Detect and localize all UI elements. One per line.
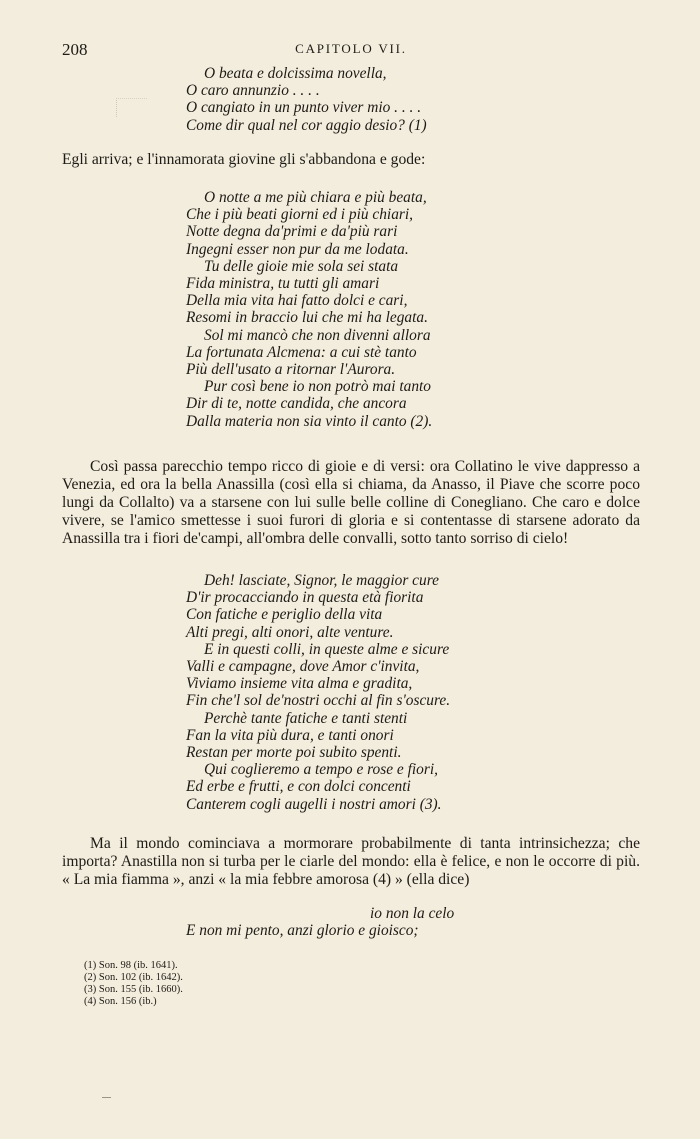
verse-line: Con fatiche e periglio della vita	[186, 606, 383, 624]
verse-line: Notte degna da'primi e da'più rari	[186, 223, 398, 241]
verse-line: Pur così bene io non potrò mai tanto	[204, 378, 431, 396]
verse-line: io non la celo	[370, 905, 455, 922]
footnote: (2) Son. 102 (ib. 1642).	[84, 972, 183, 983]
verse-line: O notte a me più chiara e più beata,	[204, 189, 427, 206]
verse-line: Ingegni esser non pur da me lodata.	[186, 240, 409, 258]
page-header	[62, 40, 640, 60]
verse-line: Alti pregi, alti onori, alte venture.	[186, 623, 394, 641]
paragraph-3	[62, 835, 640, 889]
verse-line: E non mi pento, anzi glorio e gioisco;	[186, 922, 419, 940]
verse-line: Viviamo insieme vita alma e gradita,	[186, 675, 413, 693]
verse-line: D'ir procacciando in questa età fiorita	[186, 589, 424, 607]
verse-block-2	[186, 189, 432, 430]
verse-line: Come dir qual nel cor aggio desio? (1)	[186, 116, 427, 134]
verse-block-3	[186, 572, 450, 813]
verse-line: O beata e dolcissima novella,	[204, 65, 387, 82]
running-head: CAPITOLO VII.	[295, 41, 407, 56]
footnote: (3) Son. 155 (ib. 1660).	[84, 984, 183, 995]
verse-line: Più dell'usato a ritornar l'Aurora.	[186, 361, 396, 379]
page-number: 208	[62, 40, 88, 59]
verse-line: Resomi in braccio lui che mi ha legata.	[186, 309, 428, 327]
paragraph-text: Egli arriva; e l'innamorata giovine gli s'abbandona e gode:	[62, 151, 426, 168]
paragraph-text: Così passa parecchio tempo ricco di gioie e di versi: ora Collatino le vive dappresso a Venezia, ed ora la bella Anassilla (così ella si chiama, da Anasso, il Piave che scorre poco lungi da Collalto) va a starsene con lui sulle belle colline di Conegliano. Che caro e dolce vivere, se l'amico smettesse i suoi furori di gloria e si contentasse di starsene adorato da Anassilla tra i fiori de'campi, all'ombra delle convalli, sotto tanto sorriso di cielo!	[62, 458, 640, 547]
verse-line: Fida ministra, tu tutti gli amari	[186, 275, 380, 293]
verse-line: Valli e campagne, dove Amor c'invita,	[186, 658, 420, 676]
verse-line: Qui coglieremo a tempo e rose e fiori,	[204, 761, 438, 779]
verse-line: Fin che'l sol de'nostri occhi al fin s'oscure.	[186, 692, 451, 710]
verse-line: Perchè tante fatiche e tanti stenti	[204, 709, 408, 727]
verse-block-1	[186, 65, 427, 134]
verse-line: Canterem cogli augelli i nostri amori (3).	[186, 795, 442, 813]
verse-line: O caro annunzio . . . .	[186, 82, 320, 100]
margin-smudge	[116, 98, 147, 117]
footnote: (1) Son. 98 (ib. 1641).	[84, 960, 178, 971]
verse-line: Fan la vita più dura, e tanti onori	[186, 726, 394, 744]
verse-line: Restan per morte poi subito spenti.	[186, 744, 402, 762]
footnotes	[84, 960, 183, 1008]
paragraph-text: Ma il mondo cominciava a mormorare probabilmente di tanta intrinsichezza; che importa? Anastilla non si turba per le ciarle del mondo: ella è felice, e non le occorre di più. « La mia fiamma », anzi « la mia febbre amorosa (4) » (ella dice)	[62, 835, 640, 888]
verse-line: Sol mi mancò che non divenni allora	[204, 326, 431, 344]
verse-line: E in questi colli, in queste alme e sicure	[204, 640, 450, 658]
scan-mark	[102, 1097, 111, 1098]
verse-line: Ed erbe e frutti, e con dolci concenti	[186, 778, 411, 796]
verse-line: Che i più beati giorni ed i più chiari,	[186, 206, 413, 224]
paragraph-1	[62, 151, 640, 169]
verse-line: Dir di te, notte candida, che ancora	[186, 395, 407, 413]
verse-line: Deh! lasciate, Signor, le maggior cure	[204, 572, 439, 589]
verse-line: Della mia vita hai fatto dolci e cari,	[186, 292, 408, 310]
verse-line: Tu delle gioie mie sola sei stata	[204, 257, 399, 275]
verse-block-4	[186, 905, 454, 939]
footnote: (4) Son. 156 (ib.)	[84, 996, 157, 1007]
verse-line: La fortunata Alcmena: a cui stè tanto	[186, 343, 417, 361]
verse-line: Dalla materia non sia vinto il canto (2).	[186, 412, 433, 430]
paragraph-2	[62, 458, 640, 548]
verse-line: O cangiato in un punto viver mio . . . .	[186, 99, 422, 117]
